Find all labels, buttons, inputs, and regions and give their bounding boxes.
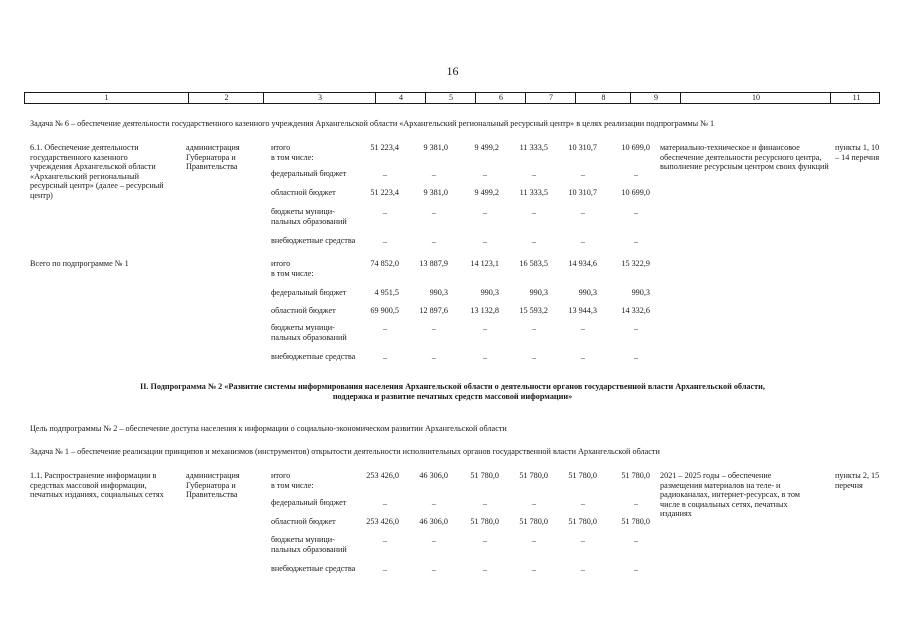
budget-value: – xyxy=(580,170,585,179)
budget-value: – xyxy=(431,208,436,217)
budget-row-label: внебюджетные средства xyxy=(271,564,356,573)
budget-value: – xyxy=(531,499,536,508)
budget-row-label: внебюджетные средства xyxy=(271,352,356,361)
column-header-7: 7 xyxy=(525,93,576,103)
budget-value: 9 381,0 xyxy=(423,143,448,152)
budget-value: – xyxy=(382,353,387,362)
budget-value: – xyxy=(531,208,536,217)
budget-value: 51 223,4 xyxy=(370,143,399,152)
budget-value: – xyxy=(531,353,536,362)
budget-value: 990,3 xyxy=(480,288,499,297)
budget-value: – xyxy=(482,565,487,574)
budget-value: – xyxy=(580,353,585,362)
budget-value: 51 780,0 xyxy=(568,471,597,480)
item-title: 1.1. Распространение информации в средствах массовой информации, печатных изданиях, социальных сетях xyxy=(30,471,164,500)
column-header-11: 11 xyxy=(830,93,882,103)
budget-value: 253 426,0 xyxy=(366,517,399,526)
budget-value: 990,3 xyxy=(529,288,548,297)
budget-value: 14 934,6 xyxy=(568,259,597,268)
task-title: Задача № 6 – обеспечение деятельности государственного казенного учреждения Архангельской области «Архангельский региональный ресурсный центр» в целях реализации подпрограммы № 1 xyxy=(30,119,715,128)
budget-value: – xyxy=(531,170,536,179)
budget-value: 13 944,3 xyxy=(568,306,597,315)
budget-value: 51 780,0 xyxy=(519,471,548,480)
budget-value: 51 780,0 xyxy=(470,471,499,480)
budget-row-label: областной бюджет xyxy=(271,188,336,197)
budget-value: – xyxy=(431,499,436,508)
column-header-6: 6 xyxy=(475,93,526,103)
budget-value: – xyxy=(382,565,387,574)
budget-value: – xyxy=(633,208,638,217)
budget-value: 14 123,1 xyxy=(470,259,499,268)
budget-value: – xyxy=(482,237,487,246)
budget-row-label: бюджеты муници- пальных образований xyxy=(271,207,347,226)
budget-value: – xyxy=(482,353,487,362)
item-title: 6.1. Обеспечение деятельности государственного казенного учреждения Архангельской области «Архангельский региональный ресурсный центр» (далее – ресурсный центр) xyxy=(30,143,164,200)
budget-value: – xyxy=(482,170,487,179)
budget-value: – xyxy=(482,324,487,333)
page-number: 16 xyxy=(446,64,459,78)
budget-value: – xyxy=(580,208,585,217)
budget-value: – xyxy=(382,170,387,179)
budget-value: 11 333,5 xyxy=(519,188,548,197)
budget-value: 4 951,5 xyxy=(374,288,399,297)
budget-value: 990,3 xyxy=(578,288,597,297)
budget-value: 46 306,0 xyxy=(419,517,448,526)
total-title: Всего по подпрограмме № 1 xyxy=(30,259,129,268)
list-reference: пункты 1, 10 – 14 перечня xyxy=(835,143,880,162)
budget-value: 74 852,0 xyxy=(370,259,399,268)
budget-value: 11 333,5 xyxy=(519,143,548,152)
column-header-8: 8 xyxy=(575,93,631,103)
budget-value: – xyxy=(633,170,638,179)
budget-value: – xyxy=(580,565,585,574)
expected-result: 2021 – 2025 годы – обеспечение размещения материалов на теле- и радиоканалах, интернет-ресурсах, в том числе в социальных сетях, печатных изданиях xyxy=(660,471,800,519)
budget-value: 9 381,0 xyxy=(423,188,448,197)
column-header-4: 4 xyxy=(375,93,426,103)
budget-value: – xyxy=(531,536,536,545)
budget-value: – xyxy=(580,536,585,545)
budget-value: – xyxy=(580,237,585,246)
subprogram-heading: II. Подпрограмма № 2 «Развитие системы информирования населения Архангельской области о деятельности органов государственной власти Архангельской области, xyxy=(140,382,765,391)
budget-row-label: областной бюджет xyxy=(271,517,336,526)
budget-row-label: бюджеты муници- пальных образований xyxy=(271,323,347,342)
budget-value: 15 593,2 xyxy=(519,306,548,315)
budget-value: 13 132,8 xyxy=(470,306,499,315)
budget-row-label: федеральный бюджет xyxy=(271,169,347,178)
budget-row-label: федеральный бюджет xyxy=(271,288,347,297)
budget-row-label: итого в том числе: xyxy=(271,259,314,278)
budget-value: 14 332,6 xyxy=(621,306,650,315)
budget-value: – xyxy=(382,499,387,508)
list-reference: пункты 2, 15 перечня xyxy=(835,471,880,490)
budget-value: 10 699,0 xyxy=(621,188,650,197)
budget-value: – xyxy=(633,499,638,508)
budget-value: 16 583,5 xyxy=(519,259,548,268)
budget-value: – xyxy=(382,324,387,333)
budget-value: – xyxy=(531,565,536,574)
column-header-9: 9 xyxy=(630,93,681,103)
column-header-1: 1 xyxy=(104,93,109,102)
budget-value: – xyxy=(431,353,436,362)
column-header-2: 2 xyxy=(188,93,264,103)
budget-value: 10 310,7 xyxy=(568,188,597,197)
budget-value: 10 699,0 xyxy=(621,143,650,152)
budget-row-label: итого в том числе: xyxy=(271,471,314,490)
subprogram-heading-line2: поддержка и развитие печатных средств массовой информации» xyxy=(332,392,573,401)
column-header-row xyxy=(24,92,880,104)
budget-value: – xyxy=(431,536,436,545)
budget-value: – xyxy=(531,237,536,246)
budget-value: 15 322,9 xyxy=(621,259,650,268)
budget-value: 9 499,2 xyxy=(474,188,499,197)
budget-value: 69 900,5 xyxy=(370,306,399,315)
budget-value: 46 306,0 xyxy=(419,471,448,480)
budget-row-label: бюджеты муници- пальных образований xyxy=(271,535,347,554)
executor: администрация Губернатора и Правительства xyxy=(186,143,240,172)
budget-value: 990,3 xyxy=(429,288,448,297)
expected-result: материально-техническое и финансовое обеспечение деятельности ресурсного центра, выполнение ресурсным центром своих функций xyxy=(660,143,829,172)
budget-value: – xyxy=(482,208,487,217)
budget-value: – xyxy=(531,324,536,333)
budget-value: – xyxy=(633,324,638,333)
budget-value: – xyxy=(382,536,387,545)
budget-value: – xyxy=(633,237,638,246)
budget-row-label: областной бюджет xyxy=(271,306,336,315)
budget-value: 990,3 xyxy=(631,288,650,297)
budget-value: – xyxy=(580,499,585,508)
budget-row-label: внебюджетные средства xyxy=(271,236,356,245)
budget-value: – xyxy=(431,237,436,246)
column-header-10: 10 xyxy=(680,93,831,103)
column-header-5: 5 xyxy=(425,93,476,103)
budget-value: – xyxy=(633,353,638,362)
budget-value: – xyxy=(382,208,387,217)
goal-text: Цель подпрограммы № 2 – обеспечение доступа населения к информации о социально-экономическом развитии Архангельской области xyxy=(30,424,507,433)
budget-value: – xyxy=(633,536,638,545)
budget-value: – xyxy=(482,499,487,508)
budget-value: 51 223,4 xyxy=(370,188,399,197)
budget-value: – xyxy=(633,565,638,574)
budget-value: – xyxy=(431,565,436,574)
budget-value: – xyxy=(382,237,387,246)
budget-value: 10 310,7 xyxy=(568,143,597,152)
budget-row-label: федеральный бюджет xyxy=(271,498,347,507)
budget-value: 51 780,0 xyxy=(519,517,548,526)
task-title: Задача № 1 – обеспечение реализации принципов и механизмов (инструментов) открытости деятельности исполнительных органов государственной власти Архангельской области xyxy=(30,447,660,456)
column-header-3: 3 xyxy=(263,93,376,103)
budget-value: 13 887,9 xyxy=(419,259,448,268)
budget-value: – xyxy=(431,324,436,333)
budget-value: 51 780,0 xyxy=(621,517,650,526)
budget-value: – xyxy=(580,324,585,333)
budget-value: 253 426,0 xyxy=(366,471,399,480)
budget-value: 51 780,0 xyxy=(621,471,650,480)
budget-value: – xyxy=(482,536,487,545)
budget-value: 9 499,2 xyxy=(474,143,499,152)
executor: администрация Губернатора и Правительства xyxy=(186,471,240,500)
budget-row-label: итого в том числе: xyxy=(271,143,314,162)
budget-value: 51 780,0 xyxy=(568,517,597,526)
budget-value: 12 897,6 xyxy=(419,306,448,315)
budget-value: 51 780,0 xyxy=(470,517,499,526)
budget-value: – xyxy=(431,170,436,179)
